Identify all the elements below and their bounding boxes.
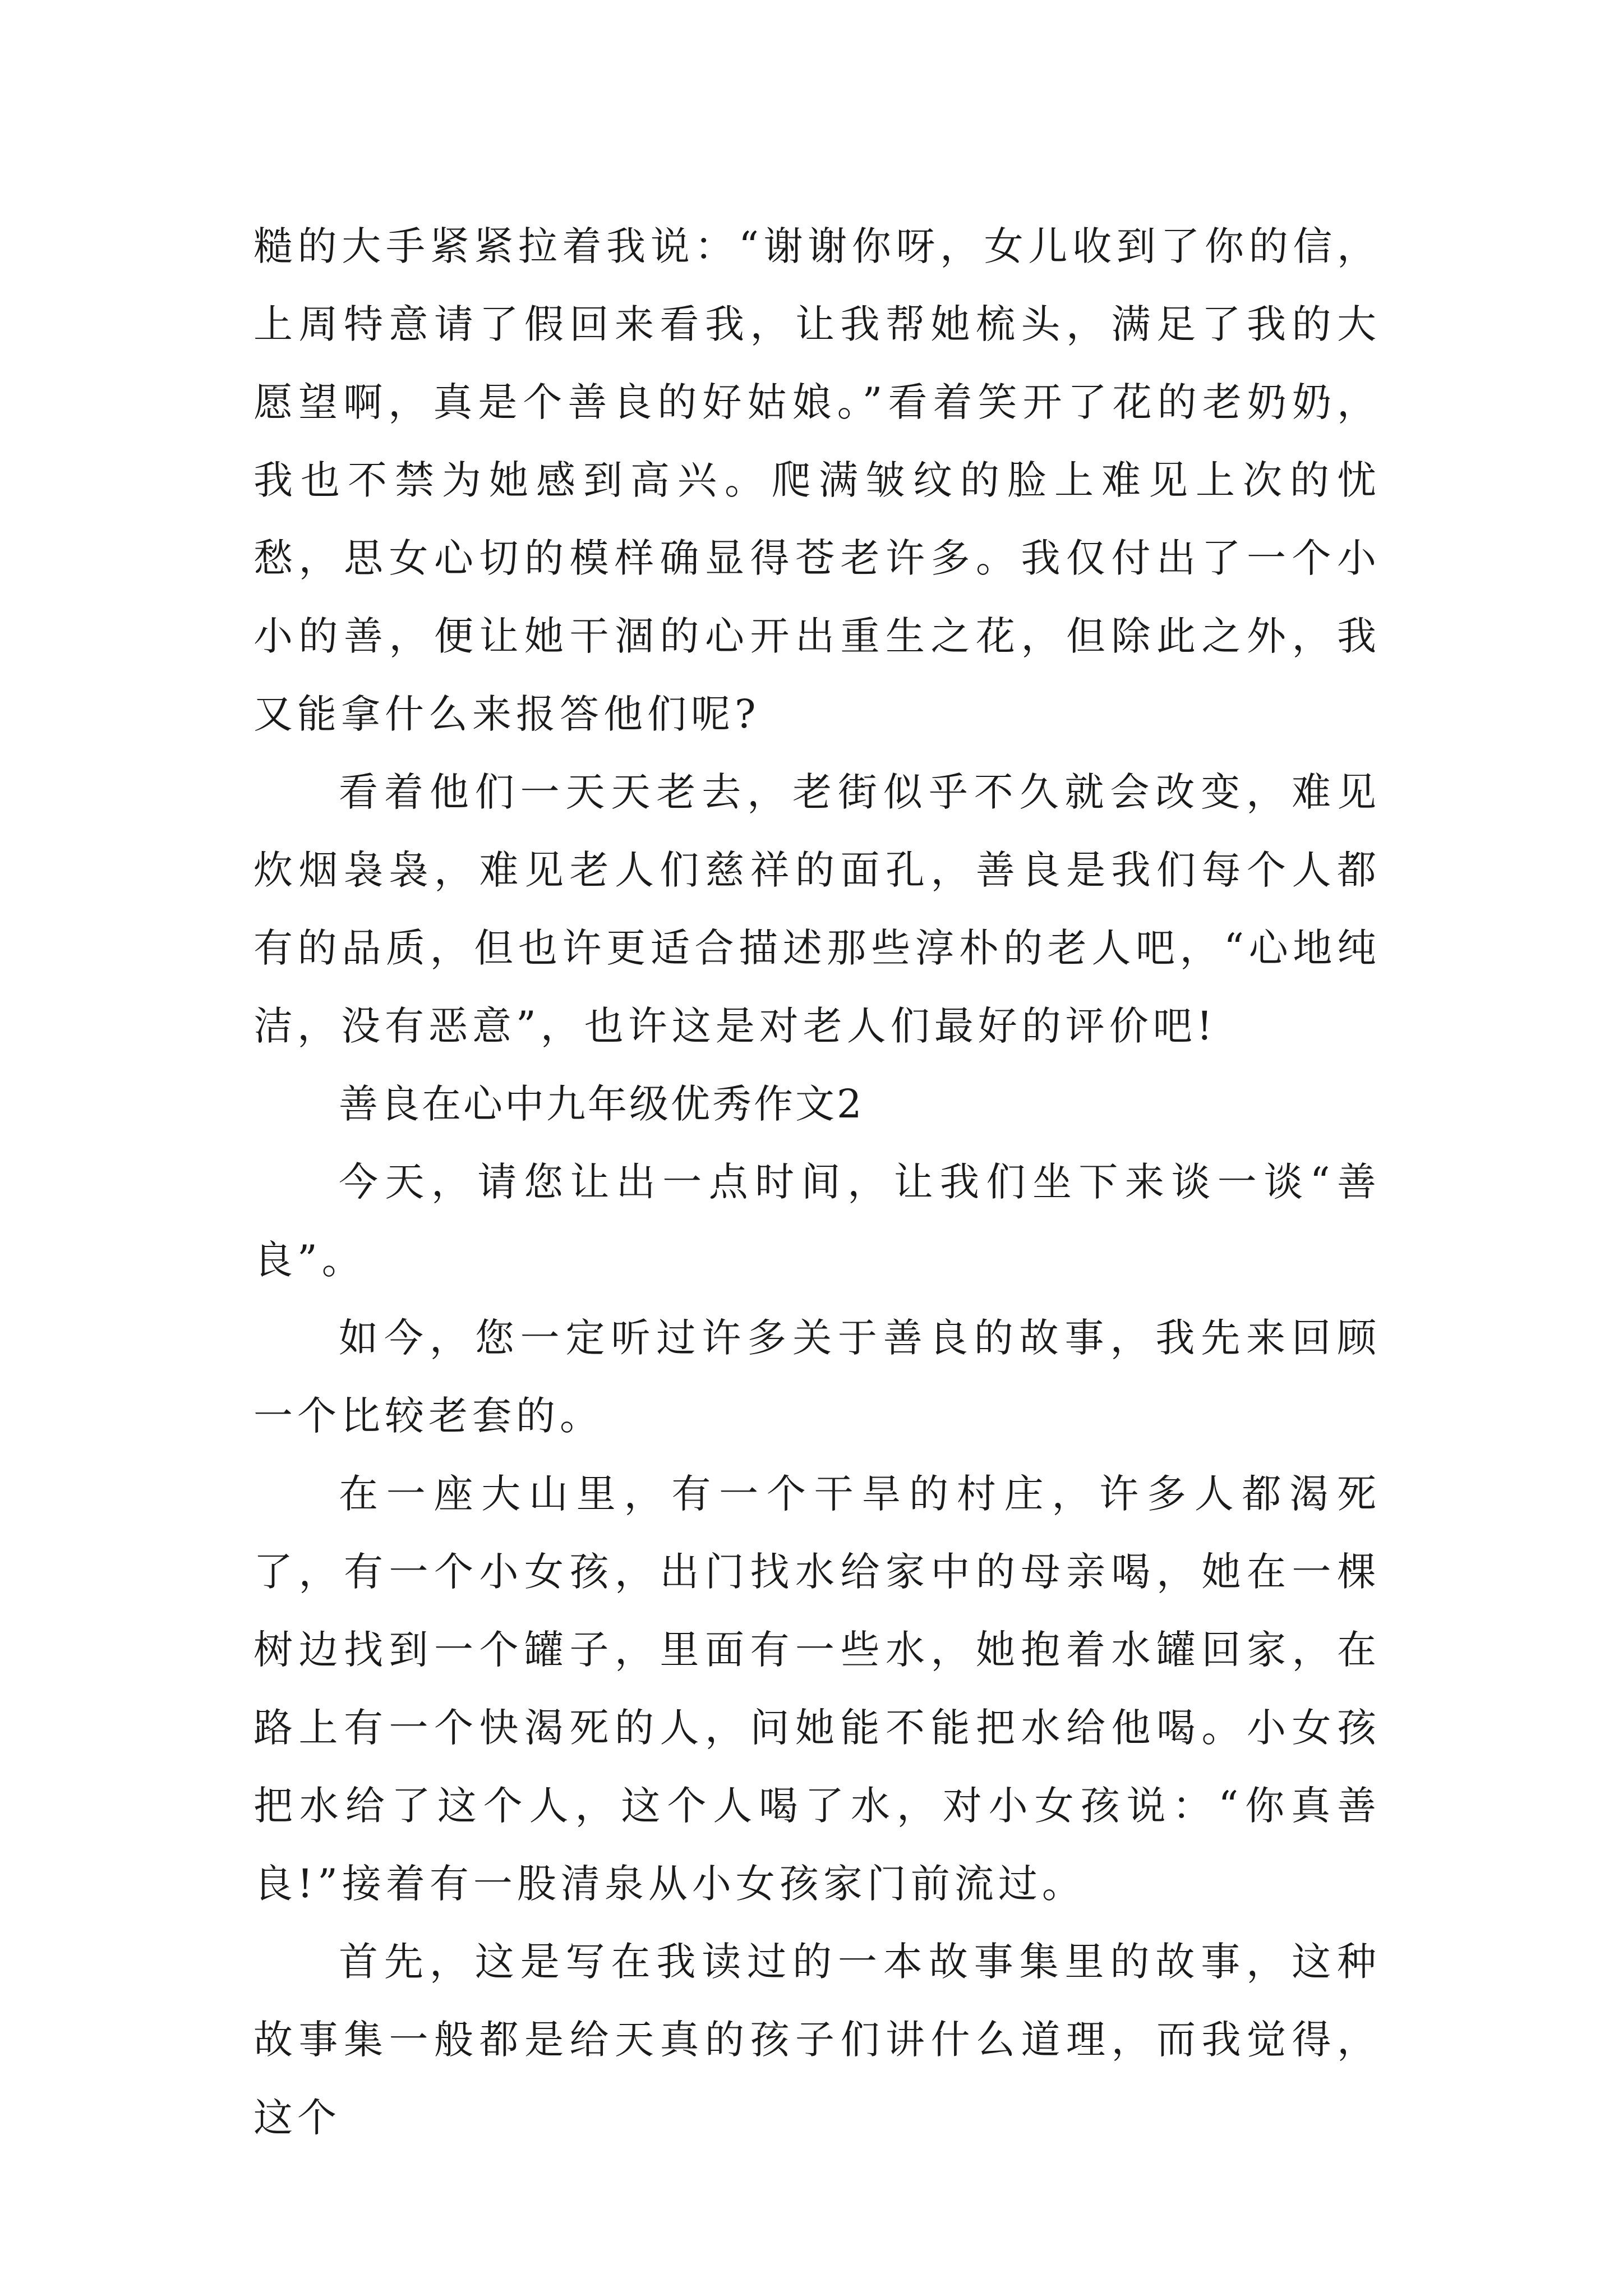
essay-title: 善良在心中九年级优秀作文2 bbox=[339, 1081, 864, 1127]
paragraph: 在一座大山里，有一个干旱的村庄，许多人都渴死了，有一个小女孩，出门找水给家中的母亲喝，她在一棵树边找到一个罐子，里面有一些水，她抱着水罐回家，在路上有一个快渴死的人，问她能不能把水给他喝。小女孩把水给了这个人，这个人喝了水，对小女孩说：“你真善良!”接着有一股清泉从小女孩家门前流过。 bbox=[253, 1471, 1381, 1907]
paragraph: 看着他们一天天老去，老街似乎不久就会改变，难见炊烟袅袅，难见老人们慈祥的面孔，善良是我们每个人都有的品质，但也许更适合描述那些淳朴的老人吧，“心地纯洁，没有恶意”，也许这是对老人们最好的评价吧! bbox=[253, 769, 1381, 1049]
paragraph: 今天，请您让出一点时间，让我们坐下来谈一谈“善良”。 bbox=[253, 1159, 1381, 1283]
paragraph: 首先，这是写在我读过的一本故事集里的故事，这种故事集一般都是给天真的孩子们讲什么道理，而我觉得，这个 bbox=[253, 1939, 1381, 2141]
paragraph: 如今，您一定听过许多关于善良的故事，我先来回顾一个比较老套的。 bbox=[253, 1315, 1381, 1439]
document-body bbox=[253, 208, 1381, 2157]
paragraph-continuation: 糙的大手紧紧拉着我说：“谢谢你呀，女儿收到了你的信，上周特意请了假回来看我，让我帮她梳头，满足了我的大愿望啊，真是个善良的好姑娘。”看着笑开了花的老奶奶，我也不禁为她感到高兴。爬满皱纹的脸上难见上次的忧愁，思女心切的模样确显得苍老许多。我仅付出了一个小小的善，便让她干涸的心开出重生之花，但除此之外，我又能拿什么来报答他们呢? bbox=[253, 223, 1381, 737]
